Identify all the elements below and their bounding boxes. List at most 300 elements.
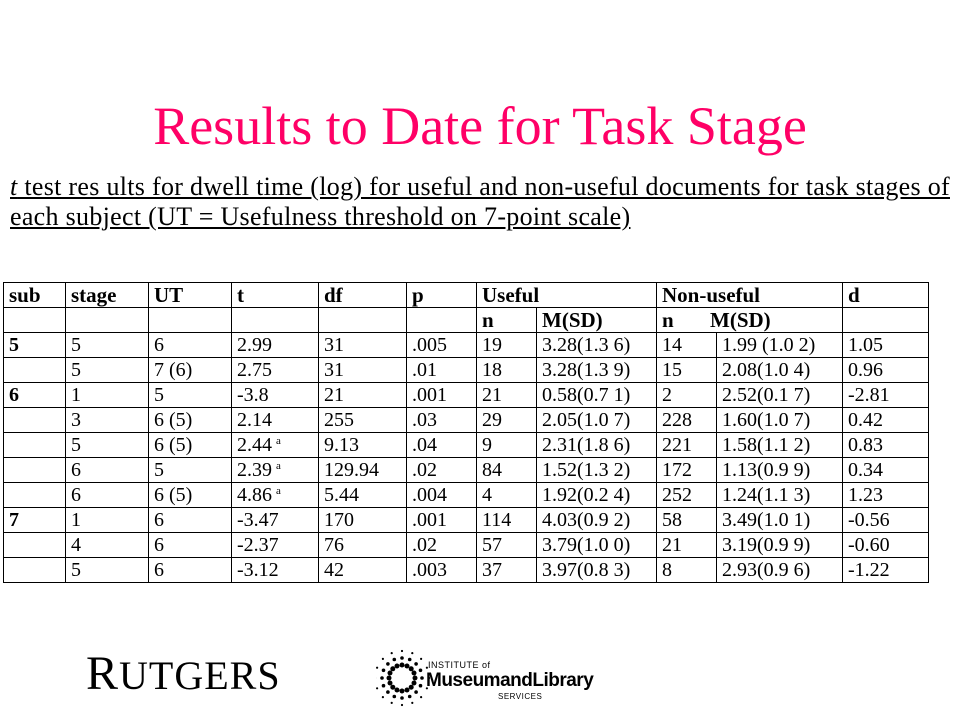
cell-ut	[149, 533, 232, 558]
cell-value: 6	[154, 534, 164, 556]
starburst-dot	[413, 676, 418, 681]
cell-u-n	[477, 408, 537, 433]
cell-value: 58	[662, 509, 682, 531]
cell-nu-msd	[717, 483, 843, 508]
cell-value: 0.34	[848, 459, 883, 481]
cell-u-msd	[537, 483, 657, 508]
starburst-dot	[412, 671, 417, 676]
cell-nu-msd	[717, 558, 843, 583]
cell-value: 21	[482, 384, 502, 406]
starburst-dot	[380, 676, 384, 680]
cell-value: 0.42	[848, 409, 883, 431]
cell-value: 5	[71, 559, 81, 581]
cell-value: 129.94	[324, 459, 379, 481]
cell-value: 9	[482, 434, 492, 456]
starburst-dot	[388, 671, 393, 676]
subheader-row	[4, 308, 929, 333]
subheader-nonuseful-n: n	[662, 308, 674, 332]
cell-p	[407, 408, 477, 433]
header-df: df	[319, 283, 407, 308]
cell-ut	[149, 383, 232, 408]
cell-value: 19	[482, 334, 502, 356]
header-d: d	[843, 283, 929, 308]
imls-logo-line2: MuseumandLibrary	[426, 670, 594, 691]
cell-d	[843, 383, 929, 408]
imls-logo	[376, 640, 594, 712]
cell-value: 1.60(1.0 7)	[722, 409, 811, 431]
cell-ut	[149, 408, 232, 433]
cell-value: 2.52(0.1 7)	[722, 384, 811, 406]
footnote-marker: a	[276, 435, 281, 447]
cell-value: -3.47	[237, 509, 279, 531]
cell-value: 37	[482, 559, 502, 581]
cell-value: 7	[9, 509, 19, 531]
table-row	[4, 358, 929, 383]
subheader-nonuseful-msd: M(SD)	[710, 308, 771, 332]
cell-stage	[66, 558, 149, 583]
starburst-dot	[419, 669, 423, 673]
cell-value: 6	[154, 509, 164, 531]
cell-value: 228	[662, 409, 692, 431]
cell-u-n	[477, 383, 537, 408]
cell-value: 14	[662, 334, 682, 356]
cell-value: 18	[482, 359, 502, 381]
cell-value: 31	[324, 334, 344, 356]
cell-value: 2	[662, 384, 672, 406]
cell-d	[843, 508, 929, 533]
cell-value: 1.52(1.3 2)	[542, 459, 631, 481]
cell-stage	[66, 483, 149, 508]
cell-t	[232, 333, 319, 358]
cell-stage	[66, 533, 149, 558]
starburst-dot	[408, 658, 412, 662]
cell-value: 6	[154, 559, 164, 581]
cell-stage	[66, 408, 149, 433]
cell-p	[407, 558, 477, 583]
cell-value: 21	[662, 534, 682, 556]
cell-value: 221	[662, 434, 692, 456]
cell-u-msd	[537, 558, 657, 583]
starburst-dot	[387, 676, 392, 681]
starburst-dot	[393, 695, 397, 699]
cell-nu-n	[657, 458, 717, 483]
cell-u-msd	[537, 383, 657, 408]
starburst-dot	[395, 664, 400, 669]
cell-value: 114	[482, 509, 512, 531]
cell-p	[407, 433, 477, 458]
cell-value: 2.39	[237, 459, 272, 481]
cell-value: 6	[71, 459, 81, 481]
starburst-dot	[420, 676, 424, 680]
cell-value: 255	[324, 409, 354, 431]
starburst-dot	[401, 704, 403, 706]
cell-stage	[66, 358, 149, 383]
cell-u-msd	[537, 458, 657, 483]
caption-t: t	[10, 172, 18, 201]
cell-sub	[4, 483, 66, 508]
cell-d	[843, 358, 929, 383]
subheader-blank	[843, 308, 929, 333]
starburst-dot	[409, 666, 414, 671]
header-ut: UT	[149, 283, 232, 308]
cell-df	[319, 433, 407, 458]
cell-value: 4.86	[237, 484, 272, 506]
rutgers-logo	[86, 647, 281, 700]
cell-value: 5	[154, 384, 164, 406]
cell-u-n	[477, 433, 537, 458]
cell-value: 5	[71, 359, 81, 381]
cell-t	[232, 358, 319, 383]
cell-df	[319, 408, 407, 433]
starburst-dot	[390, 685, 395, 690]
cell-nu-msd	[717, 333, 843, 358]
starburst-dot	[405, 688, 410, 693]
cell-value: 29	[482, 409, 502, 431]
cell-u-msd	[537, 433, 657, 458]
cell-sub	[4, 358, 66, 383]
starburst-dot	[393, 658, 397, 662]
cell-sub	[4, 408, 66, 433]
cell-p	[407, 483, 477, 508]
cell-t	[232, 458, 319, 483]
subheader-useful-n: n	[477, 308, 537, 333]
cell-value: 6	[71, 484, 81, 506]
starburst-dot	[400, 689, 405, 694]
subheader-blank	[4, 308, 66, 333]
cell-value: 6	[9, 384, 19, 406]
starburst-dot	[382, 696, 384, 698]
cell-value: .01	[412, 359, 437, 381]
starburst-dot	[386, 662, 390, 666]
cell-df	[319, 558, 407, 583]
cell-d	[843, 558, 929, 583]
cell-df	[319, 508, 407, 533]
cell-value: -0.60	[848, 534, 890, 556]
cell-nu-msd	[717, 508, 843, 533]
footnote-marker: a	[276, 485, 281, 497]
cell-nu-n	[657, 483, 717, 508]
cell-df	[319, 383, 407, 408]
header-row	[4, 283, 929, 308]
cell-nu-msd	[717, 408, 843, 433]
starburst-dot	[420, 696, 422, 698]
cell-value: .02	[412, 459, 437, 481]
cell-u-msd	[537, 358, 657, 383]
subheader-blank	[66, 308, 149, 333]
cell-t	[232, 408, 319, 433]
cell-value: 3.49(1.0 1)	[722, 509, 811, 531]
cell-ut	[149, 433, 232, 458]
table-row	[4, 408, 929, 433]
cell-d	[843, 408, 929, 433]
header-t: t	[232, 283, 319, 308]
cell-ut	[149, 358, 232, 383]
cell-value: 252	[662, 484, 692, 506]
cell-u-n	[477, 508, 537, 533]
cell-sub	[4, 433, 66, 458]
cell-d	[843, 333, 929, 358]
cell-nu-n	[657, 558, 717, 583]
cell-value: .001	[412, 384, 447, 406]
cell-value: 1.99 (1.0 2)	[722, 334, 816, 356]
cell-ut	[149, 558, 232, 583]
cell-t	[232, 383, 319, 408]
cell-t	[232, 533, 319, 558]
cell-sub	[4, 558, 66, 583]
cell-value: 3.97(0.8 3)	[542, 559, 631, 581]
starburst-dot	[414, 662, 418, 666]
cell-u-n	[477, 533, 537, 558]
starburst-dot	[382, 669, 386, 673]
starburst-dot	[405, 664, 410, 669]
footnote-marker: a	[276, 460, 281, 472]
cell-nu-n	[657, 408, 717, 433]
starburst-dot	[376, 667, 378, 669]
cell-value: 3.28(1.3 9)	[542, 359, 631, 381]
cell-value: .04	[412, 434, 437, 456]
cell-p	[407, 533, 477, 558]
cell-u-msd	[537, 408, 657, 433]
cell-u-msd	[537, 333, 657, 358]
cell-value: 5	[71, 334, 81, 356]
cell-nu-n	[657, 508, 717, 533]
results-table	[3, 282, 929, 583]
subheader-blank	[319, 308, 407, 333]
cell-value: .001	[412, 509, 447, 531]
cell-stage	[66, 333, 149, 358]
cell-p	[407, 458, 477, 483]
cell-value: -2.81	[848, 384, 890, 406]
cell-value: 1.23	[848, 484, 883, 506]
cell-value: 5	[154, 459, 164, 481]
cell-stage	[66, 433, 149, 458]
cell-value: 1	[71, 384, 81, 406]
cell-t	[232, 433, 319, 458]
cell-u-n	[477, 333, 537, 358]
cell-d	[843, 483, 929, 508]
cell-value: 1.13(0.9 9)	[722, 459, 811, 481]
cell-value: -3.12	[237, 559, 279, 581]
cell-value: 5	[71, 434, 81, 456]
table-row	[4, 433, 929, 458]
starburst-dot	[411, 652, 413, 654]
cell-value: 9.13	[324, 434, 359, 456]
cell-value: 84	[482, 459, 502, 481]
cell-t	[232, 508, 319, 533]
cell-value: 2.31(1.8 6)	[542, 434, 631, 456]
cell-stage	[66, 383, 149, 408]
starburst-dot	[412, 681, 417, 686]
starburst-dot	[400, 696, 404, 700]
subheader-blank	[232, 308, 319, 333]
table-row	[4, 383, 929, 408]
cell-value: 2.93(0.9 6)	[722, 559, 811, 581]
cell-value: 76	[324, 534, 344, 556]
cell-value: 8	[662, 559, 672, 581]
cell-u-n	[477, 483, 537, 508]
cell-value: 3.28(1.3 6)	[542, 334, 631, 356]
header-sub: sub	[4, 283, 66, 308]
subheader-blank	[407, 308, 477, 333]
cell-value: .003	[412, 559, 447, 581]
subheader-nonuseful	[657, 308, 843, 333]
imls-logo-line3: SERVICES	[498, 692, 543, 701]
table-row	[4, 533, 929, 558]
cell-value: 6	[154, 334, 164, 356]
cell-nu-msd	[717, 433, 843, 458]
table-row	[4, 558, 929, 583]
cell-ut	[149, 333, 232, 358]
cell-p	[407, 333, 477, 358]
header-p: p	[407, 283, 477, 308]
cell-value: 6 (5)	[154, 434, 193, 456]
cell-value: 3.79(1.0 0)	[542, 534, 631, 556]
cell-value: 1.58(1.1 2)	[722, 434, 811, 456]
cell-value: .005	[412, 334, 447, 356]
caption-text: test res ults for dwell time (log) for useful and non-useful documents for task stages of each subject (UT = Usefulness threshold on 7-point scale)	[10, 172, 950, 231]
imls-logo-line1: INSTITUTE of	[428, 660, 491, 670]
subheader-useful-msd: M(SD)	[537, 308, 657, 333]
rutgers-logo-rest: UTGERS	[119, 653, 281, 698]
cell-nu-msd	[717, 458, 843, 483]
table-row	[4, 333, 929, 358]
subheader-blank	[149, 308, 232, 333]
cell-sub	[4, 333, 66, 358]
cell-value: 4	[71, 534, 81, 556]
cell-value: -0.56	[848, 509, 890, 531]
cell-value: 0.83	[848, 434, 883, 456]
cell-value: 21	[324, 384, 344, 406]
header-useful: Useful	[477, 283, 657, 308]
cell-value: 5.44	[324, 484, 359, 506]
cell-u-msd	[537, 533, 657, 558]
starburst-dot	[419, 684, 423, 688]
cell-value: 57	[482, 534, 502, 556]
cell-nu-msd	[717, 383, 843, 408]
cell-value: .03	[412, 409, 437, 431]
cell-value: 0.96	[848, 359, 883, 381]
table-row	[4, 458, 929, 483]
cell-value: 2.14	[237, 409, 272, 431]
cell-df	[319, 533, 407, 558]
starburst-dot	[420, 658, 422, 660]
header-stage: stage	[66, 283, 149, 308]
cell-value: -1.22	[848, 559, 890, 581]
cell-value: 15	[662, 359, 682, 381]
starburst-dot	[400, 663, 405, 668]
cell-ut	[149, 483, 232, 508]
starburst-dot	[414, 690, 418, 694]
cell-value: 2.99	[237, 334, 272, 356]
cell-sub	[4, 458, 66, 483]
cell-value: 2.05(1.0 7)	[542, 409, 631, 431]
cell-nu-msd	[717, 358, 843, 383]
cell-nu-n	[657, 533, 717, 558]
cell-value: 0.58(0.7 1)	[542, 384, 631, 406]
cell-value: 6 (5)	[154, 484, 193, 506]
cell-value: 2.44	[237, 434, 272, 456]
table-row	[4, 508, 929, 533]
cell-value: 3.19(0.9 9)	[722, 534, 811, 556]
cell-value: .02	[412, 534, 437, 556]
cell-value: 42	[324, 559, 344, 581]
starburst-dot	[382, 684, 386, 688]
starburst-dot	[401, 650, 403, 652]
cell-value: 4	[482, 484, 492, 506]
cell-nu-n	[657, 433, 717, 458]
cell-u-n	[477, 458, 537, 483]
cell-value: .004	[412, 484, 447, 506]
starburst-dot	[376, 687, 378, 689]
table-caption	[10, 172, 950, 232]
cell-u-n	[477, 358, 537, 383]
cell-value: 172	[662, 459, 692, 481]
starburst-dot	[400, 656, 404, 660]
cell-u-msd	[537, 508, 657, 533]
slide-title: Results to Date for Task Stage	[153, 96, 807, 156]
cell-nu-n	[657, 358, 717, 383]
cell-t	[232, 483, 319, 508]
cell-p	[407, 383, 477, 408]
cell-value: 31	[324, 359, 344, 381]
starburst-dot	[411, 702, 413, 704]
cell-value: -3.8	[237, 384, 269, 406]
cell-value: 3	[71, 409, 81, 431]
starburst-dot	[382, 658, 384, 660]
cell-value: -2.37	[237, 534, 279, 556]
starburst-dot	[391, 652, 393, 654]
cell-d	[843, 458, 929, 483]
cell-t	[232, 558, 319, 583]
cell-value: 4.03(0.9 2)	[542, 509, 631, 531]
cell-value: 5	[9, 334, 19, 356]
cell-value: 170	[324, 509, 354, 531]
starburst-dot	[395, 688, 400, 693]
cell-sub	[4, 383, 66, 408]
cell-value: 2.08(1.0 4)	[722, 359, 811, 381]
cell-value: 7 (6)	[154, 359, 193, 381]
cell-d	[843, 533, 929, 558]
cell-value: 1	[71, 509, 81, 531]
cell-df	[319, 333, 407, 358]
cell-ut	[149, 508, 232, 533]
starburst-dot	[390, 666, 395, 671]
cell-stage	[66, 458, 149, 483]
cell-df	[319, 483, 407, 508]
cell-value: 2.75	[237, 359, 272, 381]
starburst-dot	[408, 695, 412, 699]
starburst-dot	[388, 681, 393, 686]
cell-value: 1.05	[848, 334, 883, 356]
cell-p	[407, 358, 477, 383]
cell-stage	[66, 508, 149, 533]
starburst-dot	[409, 685, 414, 690]
cell-p	[407, 508, 477, 533]
cell-nu-n	[657, 383, 717, 408]
cell-nu-msd	[717, 533, 843, 558]
table-row	[4, 483, 929, 508]
cell-d	[843, 433, 929, 458]
header-nonuseful: Non-useful	[657, 283, 843, 308]
cell-value: 1.92(0.2 4)	[542, 484, 631, 506]
cell-value: 1.24(1.1 3)	[722, 484, 811, 506]
cell-nu-n	[657, 333, 717, 358]
cell-ut	[149, 458, 232, 483]
starburst-dot	[391, 702, 393, 704]
cell-df	[319, 358, 407, 383]
cell-sub	[4, 508, 66, 533]
rutgers-logo-initial: R	[86, 647, 120, 700]
